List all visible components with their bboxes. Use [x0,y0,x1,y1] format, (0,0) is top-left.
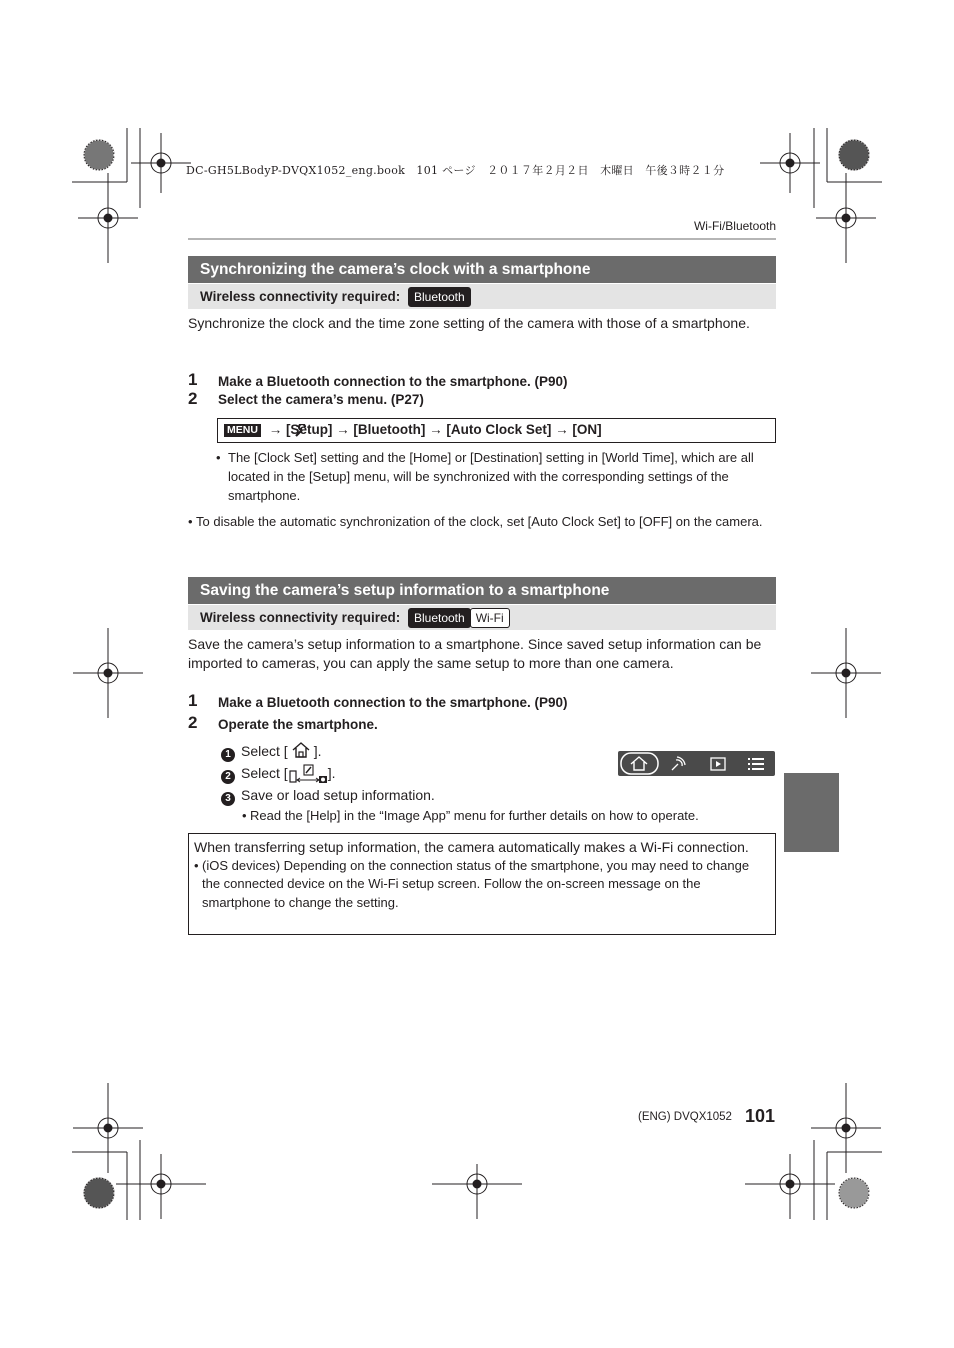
footer-code: (ENG) DVQX1052 [638,1111,732,1123]
info-box-text: When transferring setup information, the camera automatically makes a Wi-Fi connection. [194,839,749,855]
wrench-icon [294,424,308,438]
sub-step-3: 3 Save or load setup information. [221,787,435,806]
sub-step-number: 3 [221,792,235,806]
connectivity-requirement [188,605,776,630]
menu-path-box [217,418,776,443]
wifi-badge: Wi-Fi [470,608,510,628]
step-number: 1 [188,691,198,710]
bullet-dot: • [194,857,199,873]
sub-step-1: 1 Select [ ]. [221,742,321,762]
sub-note: The [Clock Set] setting and the [Home] or [Destination] setting in [World Time], which are all located in the [Setup] menu, will be synchronized with the corresponding settings of the smartphone. [228,450,754,503]
setup-transfer-icon [288,764,328,784]
header-rule [188,238,776,240]
running-head: Wi-Fi/Bluetooth [693,219,776,233]
bullet-dot: • [242,808,247,823]
requirement-label: Wireless connectivity required: [200,289,401,304]
menu-path: → [Setup] → [Bluetooth] → [Auto Clock Set] → [ON] [268,422,602,437]
list-icon [748,758,764,770]
info-box-bullet: • (iOS devices) Depending on the connection status of the smartphone, you may need to change the connected device on the Wi-Fi setup screen. Follow the on-screen message on the smartphone to change the setting. [194,857,750,910]
step-text: Select the camera’s menu. (P27) [218,392,424,407]
connectivity-requirement [188,284,776,309]
step-number: 2 [188,713,198,732]
section-intro: Save the camera’s setup information to a smartphone. Since saved setup information can be imported to cameras, you can apply the same setup to more than one camera. [188,636,762,671]
chapter-tab [784,773,839,852]
step-text: Operate the smartphone. [218,717,378,732]
bluetooth-badge: Bluetooth [408,287,471,307]
step-text: Make a Bluetooth connection to the smartphone. (P90) [218,374,568,389]
section-intro: Synchronize the clock and the time zone setting of the camera with those of a smartphone. [188,315,750,331]
menu-key: MENU [224,424,261,437]
sub-step-number: 2 [221,770,235,784]
requirement-label: Wireless connectivity required: [200,610,401,625]
bullet-dot: • [216,450,221,465]
sub-step-2: 2 Select [ ]. [221,764,335,784]
app-menu-icons [618,751,775,776]
home-icon [291,742,311,758]
step-number: 2 [188,389,198,408]
bullet-dot: • [188,514,193,529]
section-title-clock-sync: Synchronizing the camera’s clock with a smartphone [188,256,776,283]
step-text: Make a Bluetooth connection to the smartphone. (P90) [218,695,568,710]
sub-step-number: 1 [221,748,235,762]
sub-bullet: Read the [Help] in the “Image App” menu for further details on how to operate. [250,808,699,823]
playback-icon [711,758,725,770]
section-note: To disable the automatic synchronization of the clock, set [Auto Clock Set] to [OFF] on the camera. [196,514,763,529]
step-number: 1 [188,370,198,389]
section-title-setup-save: Saving the camera’s setup information to a smartphone [188,577,776,604]
file-header: DC-GH5LBodyP-DVQX1052_eng.book 101 ページ ２０１７年２月２日 木曜日 午後３時２１分 [186,164,725,177]
bluetooth-badge: Bluetooth [408,608,471,628]
page-number: 101 [745,1106,776,1126]
app-menu-bar [618,751,775,776]
remote-icon [672,757,685,770]
info-box [188,833,776,935]
